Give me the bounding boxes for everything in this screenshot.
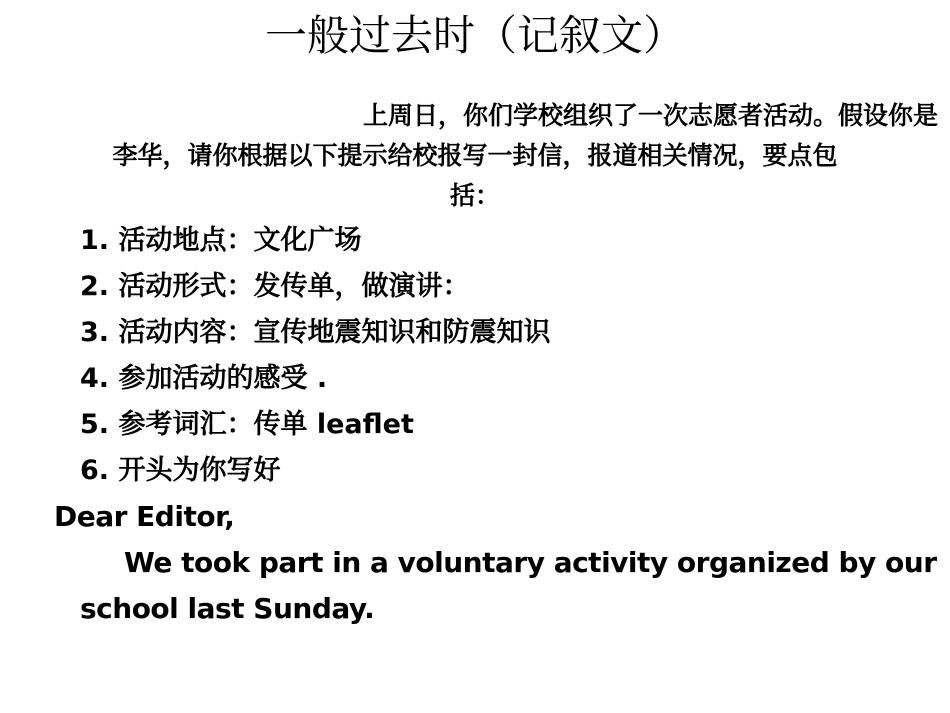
key-point-6: 6. 开头为你写好 bbox=[80, 455, 281, 486]
letter-body-line-1: We took part in a voluntary activity organized by our bbox=[124, 546, 937, 579]
prompt-line-2: 李华，请你根据以下提示给校报写一封信，报道相关情况，要点包 bbox=[112, 141, 838, 170]
prompt-line-1: 上周日，你们学校组织了一次志愿者活动。假设你是 bbox=[362, 101, 938, 130]
key-point-4: 4. 参加活动的感受 . bbox=[80, 363, 328, 394]
key-point-5: 5. 参考词汇：传单 leaflet bbox=[80, 409, 414, 440]
slide-title: 一般过去时（记叙文） bbox=[264, 11, 685, 60]
key-point-2: 2. 活动形式：发传单，做演讲： bbox=[80, 271, 470, 302]
task-prompt bbox=[12, 96, 938, 216]
letter-body bbox=[80, 540, 937, 632]
key-points-list bbox=[80, 218, 920, 494]
letter-greeting: Dear Editor, bbox=[54, 500, 235, 533]
key-point-1: 1. 活动地点：文化广场 bbox=[80, 225, 362, 256]
letter-body-line-2: school last Sunday. bbox=[80, 592, 375, 625]
key-point-3: 3. 活动内容：宣传地震知识和防震知识 bbox=[80, 317, 551, 348]
prompt-line-3: 括： bbox=[449, 181, 500, 210]
